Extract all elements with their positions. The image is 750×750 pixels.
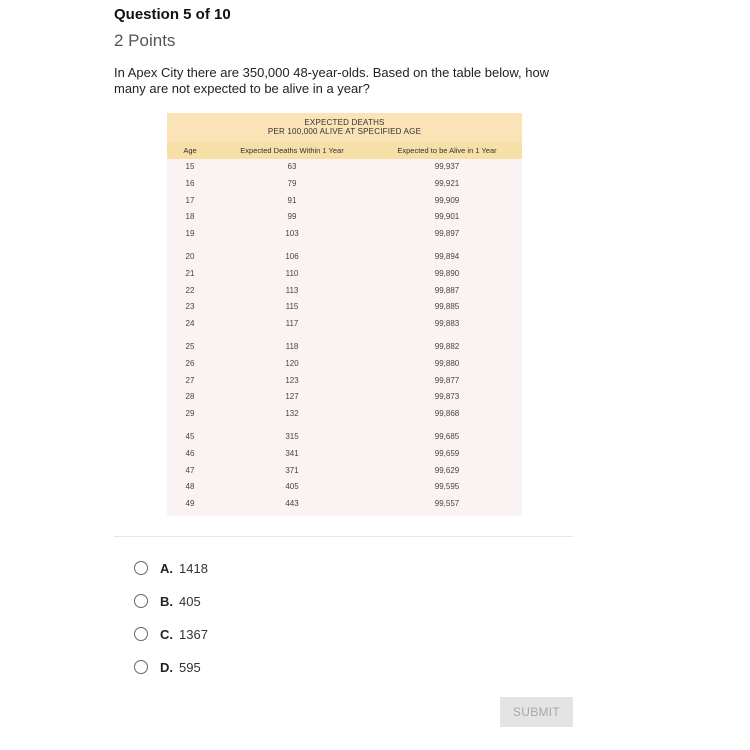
cell-expected-deaths: 63 [287,162,297,171]
radio-icon[interactable] [134,594,148,608]
option-text: 1418 [179,560,208,576]
cell-expected-deaths: 120 [285,358,299,368]
cell-expected-alive: 99,659 [434,448,460,458]
cell-expected-alive: 99,882 [434,342,460,351]
cell-expected-alive: 99,557 [434,499,460,509]
option-letter: D. [160,659,173,675]
cell-expected-deaths: 443 [285,499,299,509]
table-row [167,176,522,193]
cell-expected-alive: 99,880 [434,358,460,368]
cell-expected-deaths: 79 [287,178,297,188]
cell-age: 22 [185,285,195,295]
radio-icon[interactable] [134,627,148,641]
column-header-deaths: Expected Deaths Within 1 Year [240,146,344,155]
cell-age: 16 [185,178,195,188]
divider [114,536,573,537]
column-header-alive: Expected to be Alive in 1 Year [397,146,497,155]
cell-expected-alive: 99,595 [434,482,460,492]
cell-age: 23 [185,302,195,312]
cell-expected-alive: 99,894 [434,252,460,261]
cell-expected-alive: 99,921 [434,178,460,188]
cell-age: 26 [185,358,195,368]
cell-expected-alive: 99,897 [434,229,460,239]
cell-expected-deaths: 110 [285,268,299,278]
cell-expected-alive: 99,885 [434,302,460,312]
cell-age: 45 [185,432,195,441]
cell-expected-deaths: 132 [285,409,299,419]
death-rate-table [167,113,522,516]
question-title: Question 5 of 10 [114,6,231,23]
cell-expected-deaths: 341 [285,448,299,458]
cell-age: 15 [185,162,195,171]
table-row [167,339,522,356]
cell-age: 25 [185,342,195,351]
cell-age: 47 [185,465,195,475]
cell-age: 27 [185,375,195,385]
table-row [167,316,522,333]
table-row [167,356,522,373]
table-row [167,283,522,300]
option-c[interactable] [134,624,208,644]
cell-expected-deaths: 315 [285,432,299,441]
table-row [167,389,522,406]
option-letter: A. [160,560,173,576]
table-row [167,159,522,176]
submit-button[interactable]: SUBMIT [500,697,573,727]
cell-expected-deaths: 91 [287,195,297,205]
cell-expected-deaths: 118 [285,342,299,351]
table-title-line1: EXPECTED DEATHS [304,118,385,127]
cell-age: 18 [185,212,195,222]
cell-age: 24 [185,319,195,329]
table-row [167,479,522,496]
cell-expected-alive: 99,685 [434,432,460,441]
column-header-age: Age [183,146,197,155]
table-row [167,193,522,210]
table-row [167,299,522,316]
question-prompt: In Apex City there are 350,000 48-year-olds. Based on the table below, how many are not expected to be alive in a year? [114,65,550,96]
table-row [167,496,522,513]
option-text: 1367 [179,626,208,642]
option-a[interactable] [134,558,208,578]
cell-expected-alive: 99,937 [434,162,460,171]
cell-expected-deaths: 115 [285,302,299,312]
radio-icon[interactable] [134,561,148,575]
option-letter: B. [160,593,173,609]
cell-age: 19 [185,229,195,239]
option-b[interactable] [134,591,201,611]
table-row [167,446,522,463]
cell-age: 49 [185,499,195,509]
cell-expected-alive: 99,877 [434,375,460,385]
cell-expected-alive: 99,873 [434,392,460,402]
cell-expected-deaths: 113 [285,285,299,295]
cell-age: 48 [185,482,195,492]
table-row [167,373,522,390]
question-points: 2 Points [114,31,176,50]
cell-expected-alive: 99,909 [434,195,460,205]
cell-age: 21 [185,268,195,278]
cell-expected-deaths: 99 [287,212,297,222]
cell-expected-deaths: 103 [285,229,299,239]
cell-age: 29 [185,409,195,419]
radio-icon[interactable] [134,660,148,674]
cell-expected-deaths: 371 [285,465,299,475]
cell-expected-deaths: 405 [285,482,299,492]
option-text: 595 [179,659,201,675]
table-row [167,406,522,423]
option-text: 405 [179,593,201,609]
option-letter: C. [160,626,173,642]
cell-expected-alive: 99,629 [434,465,460,475]
table-row [167,209,522,226]
cell-age: 20 [185,252,195,261]
table-column-headers [167,142,522,159]
cell-expected-alive: 99,868 [434,409,460,419]
cell-expected-deaths: 123 [285,375,299,385]
cell-expected-deaths: 106 [285,252,299,261]
table-row [167,463,522,480]
cell-age: 46 [185,448,195,458]
table-title-line2: PER 100,000 ALIVE AT SPECIFIED AGE [267,127,422,136]
cell-expected-deaths: 117 [285,319,299,329]
table-row [167,249,522,266]
cell-expected-alive: 99,883 [434,319,460,329]
cell-expected-alive: 99,890 [434,268,460,278]
cell-expected-deaths: 127 [285,392,299,402]
table-title-band [167,113,522,142]
table-row [167,429,522,446]
table-row [167,266,522,283]
table-row [167,226,522,243]
option-d[interactable] [134,657,201,677]
cell-age: 17 [185,195,195,205]
cell-expected-alive: 99,901 [434,212,460,222]
cell-age: 28 [185,392,195,402]
cell-expected-alive: 99,887 [434,285,460,295]
